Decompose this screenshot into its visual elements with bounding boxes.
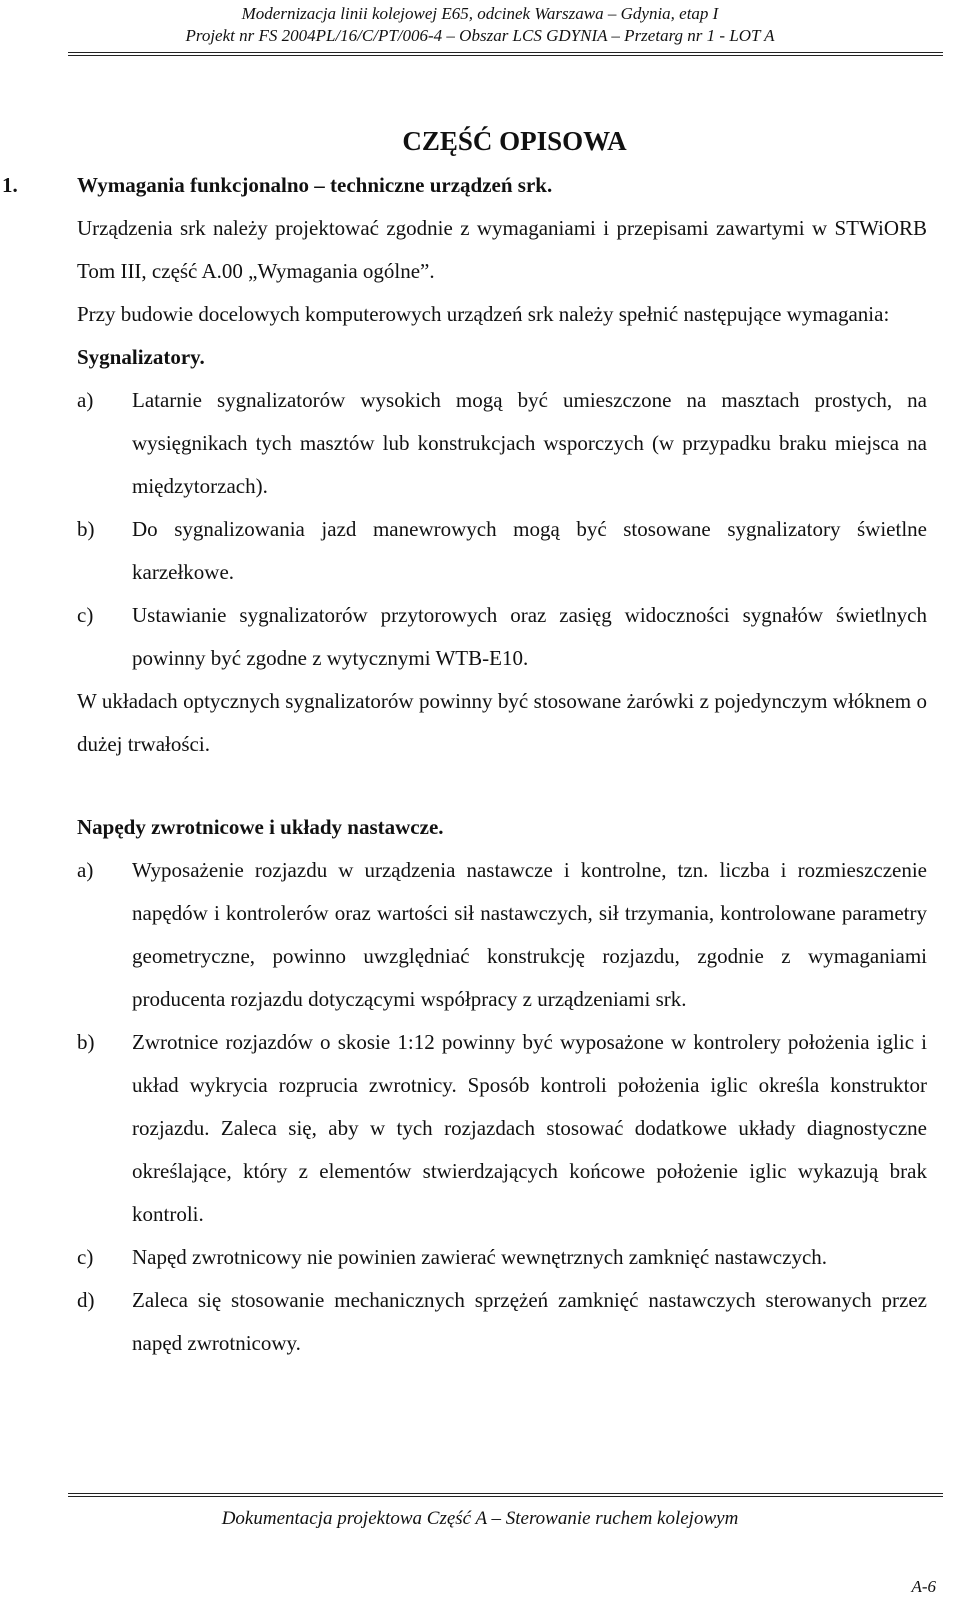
section-1-heading [0, 164, 850, 207]
list-marker: c) [77, 603, 94, 627]
section-title: Wymagania funkcjonalno – techniczne urządzeń srk. [77, 173, 553, 197]
list-item [77, 1021, 927, 1236]
spacer [77, 766, 927, 806]
list-item-text: Latarnie sygnalizatorów wysokich mogą być umieszczone na masztach prostych, na wysięgnikach tych masztów lub konstrukcjach wsporczych (w przypadku braku miejsca na międzytorzach). [132, 388, 927, 498]
drives-heading: Napędy zwrotnicowe i układy nastawcze. [77, 815, 444, 839]
list-marker: a) [77, 388, 94, 412]
signals-note: W układach optycznych sygnalizatorów powinny być stosowane żarówki z pojedynczym włóknem o dużej trwałości. [77, 689, 927, 756]
list-item-text: Wyposażenie rozjazdu w urządzenia nastawcze i kontrolne, tzn. liczba i rozmieszczenie napędów i kontrolerów oraz wartości sił nastawczych, sił trzymania, kontrolowane parametry geometryczne, powinno uwzględniać konstrukcję rozjazdu, zgodnie z wymaganiami producenta rozjazdu dotyczącymi współpracy z urządzeniami srk. [132, 858, 927, 1011]
footer-divider [68, 1493, 943, 1497]
list-item-text: Zaleca się stosowanie mechanicznych sprzężeń zamknięć nastawczych sterowanych przez napęd zwrotnicowy. [132, 1288, 927, 1355]
page-footer: Dokumentacja projektowa Część A – Sterowanie ruchem kolejowym [221, 1508, 739, 1529]
document-title: CZĘŚĆ OPISOWA [402, 126, 627, 156]
list-item [77, 379, 927, 508]
list-item-text: Napęd zwrotnicowy nie powinien zawierać wewnętrznych zamknięć nastawczych. [132, 1245, 828, 1269]
list-marker: c) [77, 1245, 94, 1269]
document-body [2, 118, 927, 1365]
list-item-text: Zwrotnice rozjazdów o skosie 1:12 powinny być wyposażone w kontrolery położenia iglic i układ wykrycia rozprucia zwrotnicy. Sposób kontroli położenia iglic określa konstruktor rozjazdu. Zaleca się, aby w tych rozjazdach stosować dodatkowe układy diagnostyczne określające, który z elementów stwierdzających końcowe położenie iglic wykazują brak kontroli. [132, 1030, 927, 1226]
section-1-paragraph-1: Urządzenia srk należy projektować zgodnie z wymaganiami i przepisami zawartymi w STWiORB Tom III, część A.00 „Wymagania ogólne”. [77, 216, 927, 283]
header-line-1: Modernizacja linii kolejowej E65, odcinek Warszawa – Gdynia, etap I [241, 4, 719, 23]
list-item-text: Ustawianie sygnalizatorów przytorowych oraz zasięg widoczności sygnałów świetlnych powinny być zgodne z wytycznymi WTB-E10. [132, 603, 927, 670]
list-item [77, 508, 927, 594]
list-marker: b) [77, 1030, 95, 1054]
list-marker: d) [77, 1288, 95, 1312]
list-item-text: Do sygnalizowania jazd manewrowych mogą być stosowane sygnalizatory świetlne karzełkowe. [132, 517, 927, 584]
page-number: A-6 [911, 1577, 936, 1596]
header-line-2: Projekt nr FS 2004PL/16/C/PT/006-4 – Obszar LCS GDYNIA – Przetarg nr 1 - LOT A [185, 26, 775, 45]
section-number: 1. [2, 173, 18, 197]
signals-heading: Sygnalizatory. [77, 345, 205, 369]
header-divider [68, 52, 943, 56]
list-item [77, 1236, 927, 1279]
list-marker: b) [77, 517, 95, 541]
list-item [77, 594, 927, 680]
list-item [77, 1279, 927, 1365]
section-1-paragraph-2: Przy budowie docelowych komputerowych urządzeń srk należy spełnić następujące wymagania: [77, 302, 890, 326]
list-item [77, 849, 927, 1021]
list-marker: a) [77, 858, 94, 882]
